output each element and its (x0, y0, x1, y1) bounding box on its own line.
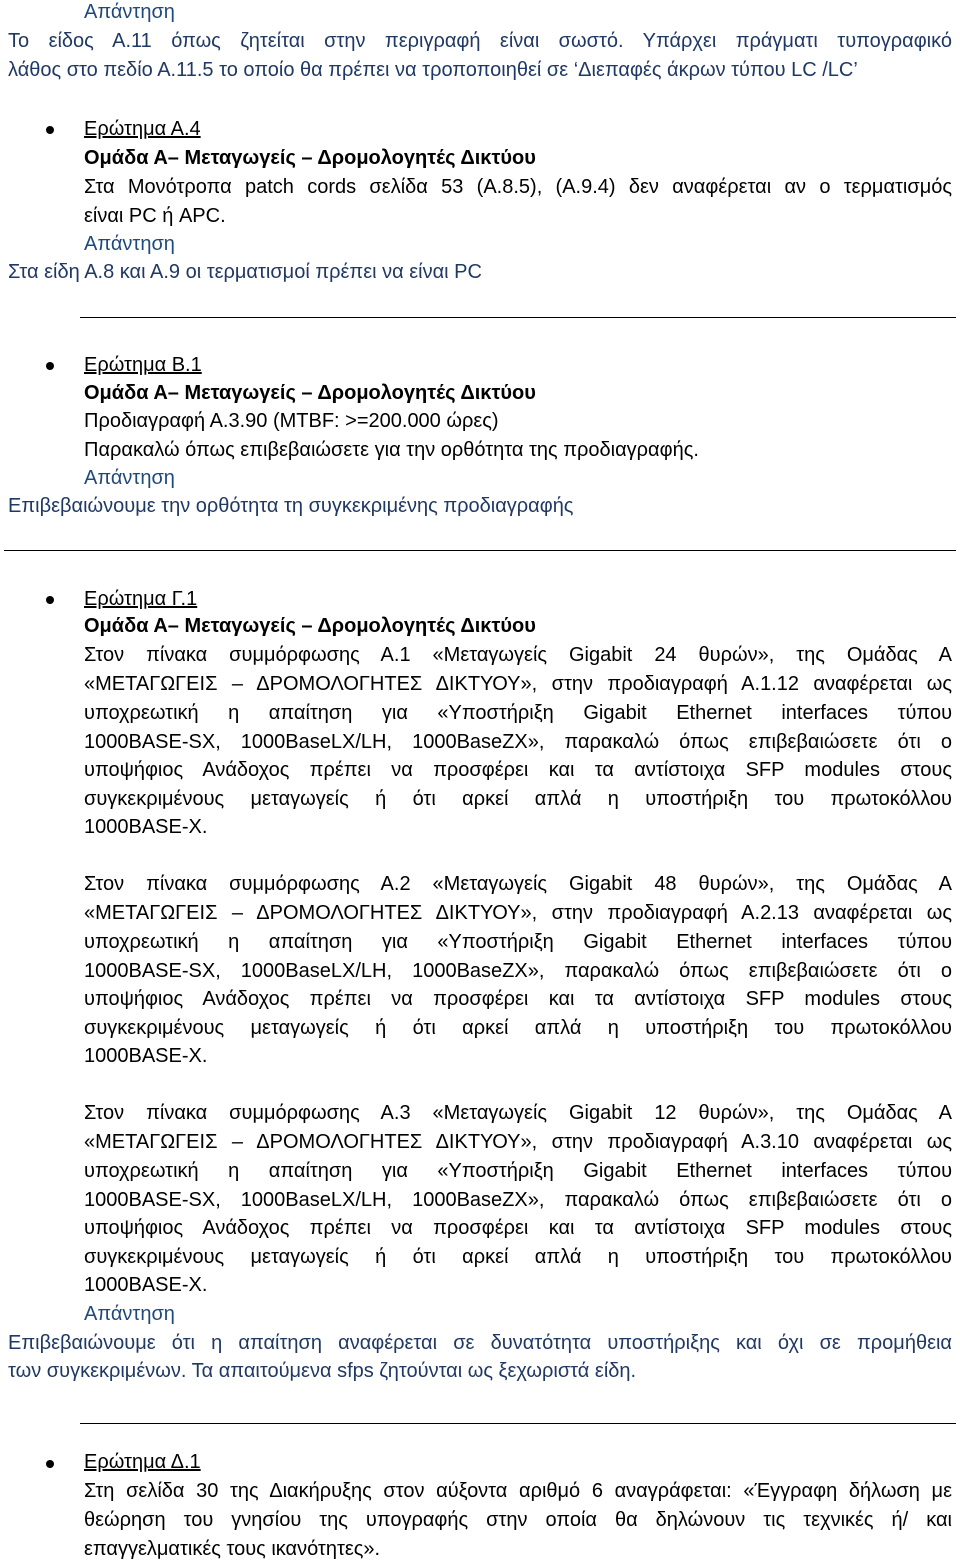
section-divider (80, 1423, 956, 1424)
answer-label: Απάντηση (84, 233, 175, 255)
question-text: 1000BASE-X. (84, 1274, 208, 1296)
answer-label: Απάντηση (84, 1, 175, 23)
question-text: Στον πίνακα συμμόρφωσης Α.2 «Μεταγωγείς Gigabit 48 θυρών», της Ομάδας Α (84, 873, 952, 895)
question-title: Ερώτημα Γ.1 (84, 588, 198, 610)
question-text: «ΜΕΤΑΓΩΓΕΙΣ – ΔΡΟΜΟΛΟΓΗΤΕΣ ΔΙΚΤΥΟΥ», στην προδιαγραφή Α.3.10 αναφέρεται ως (84, 1131, 952, 1153)
question-text: υποψήφιος Ανάδοχος πρέπει να προσφέρει και τα αντίστοιχα SFP modules στους (84, 759, 952, 781)
question-group: Ομάδα Α– Μεταγωγείς – Δρομολογητές Δικτύου (84, 147, 536, 169)
question-text: Στη σελίδα 30 της Διακήρυξης στον αύξοντα αριθμό 6 αναγράφεται: «Έγγραφη δήλωση με (84, 1480, 952, 1502)
answer-text: λάθος στο πεδίο Α.11.5 το οποίο θα πρέπει να τροποποιηθεί σε ‘Διεπαφές άκρων τύπου LC /LC’ (8, 59, 858, 81)
question-text: συγκεκριμένους μεταγωγείς ή ότι αρκεί απλά η υποστήριξη του πρωτοκόλλου (84, 788, 952, 810)
question-text: επαγγελματικές τους ικανότητες». (84, 1538, 381, 1560)
question-text: συγκεκριμένους μεταγωγείς ή ότι αρκεί απλά η υποστήριξη του πρωτοκόλλου (84, 1246, 952, 1268)
answer-text: Επιβεβαιώνουμε ότι η απαίτηση αναφέρεται σε δυνατότητα υποστήριξης και όχι σε προμήθεια (8, 1332, 952, 1354)
bullet-icon (46, 126, 54, 134)
question-text: Στον πίνακα συμμόρφωσης Α.1 «Μεταγωγείς Gigabit 24 θυρών», της Ομάδας Α (84, 644, 952, 666)
answer-text: των συγκεκριμένων. Τα απαιτούμενα sfps ζητούνται ως ξεχωριστά είδη. (8, 1360, 637, 1382)
bullet-icon (46, 1460, 54, 1468)
question-text: Παρακαλώ όπως επιβεβαιώσετε για την ορθότητα της προδιαγραφής. (84, 439, 699, 461)
question-text: Στον πίνακα συμμόρφωσης Α.3 «Μεταγωγείς Gigabit 12 θυρών», της Ομάδας Α (84, 1102, 952, 1124)
question-text: Στα Μονότροπα patch cords σελίδα 53 (Α.8.5), (Α.9.4) δεν αναφέρεται αν ο τερματισμός (84, 176, 952, 198)
answer-text: Το είδος Α.11 όπως ζητείται στην περιγραφή είναι σωστό. Υπάρχει πράγματι τυπογραφικό (8, 30, 952, 52)
question-text: 1000BASE-X. (84, 816, 208, 838)
bullet-icon (46, 362, 54, 370)
section-divider (4, 550, 956, 551)
question-text: «ΜΕΤΑΓΩΓΕΙΣ – ΔΡΟΜΟΛΟΓΗΤΕΣ ΔΙΚΤΥΟΥ», στην προδιαγραφή Α.1.12 αναφέρεται ως (84, 673, 952, 695)
question-title: Ερώτημα Α.4 (84, 118, 201, 140)
question-group: Ομάδα Α– Μεταγωγείς – Δρομολογητές Δικτύου (84, 382, 536, 404)
question-text: 1000BASE-X. (84, 1045, 208, 1067)
question-text: θεώρηση του γνησίου της υπογραφής στην οποία θα δηλώνουν τις τεχνικές ή/ και (84, 1509, 952, 1531)
question-text: Προδιαγραφή Α.3.90 (MTBF: >=200.000 ώρες) (84, 410, 499, 432)
bullet-icon (46, 596, 54, 604)
question-text: υποψήφιος Ανάδοχος πρέπει να προσφέρει και τα αντίστοιχα SFP modules στους (84, 1217, 952, 1239)
question-title: Ερώτημα Δ.1 (84, 1451, 201, 1473)
question-text: «ΜΕΤΑΓΩΓΕΙΣ – ΔΡΟΜΟΛΟΓΗΤΕΣ ΔΙΚΤΥΟΥ», στην προδιαγραφή Α.2.13 αναφέρεται ως (84, 902, 952, 924)
answer-label: Απάντηση (84, 467, 175, 489)
question-title: Ερώτημα Β.1 (84, 354, 202, 376)
question-text: είναι PC ή APC. (84, 205, 226, 227)
question-text: υποχρεωτική η απαίτηση για «Υποστήριξη Gigabit Ethernet interfaces τύπου (84, 1160, 952, 1182)
question-text: 1000BASE-SX, 1000BaseLX/LH, 1000BaseZX», παρακαλώ όπως επιβεβαιώσετε ότι ο (84, 960, 952, 982)
answer-text: Επιβεβαιώνουμε την ορθότητα τη συγκεκριμένης προδιαγραφής (8, 495, 574, 517)
question-text: υποχρεωτική η απαίτηση για «Υποστήριξη Gigabit Ethernet interfaces τύπου (84, 931, 952, 953)
question-text: συγκεκριμένους μεταγωγείς ή ότι αρκεί απλά η υποστήριξη του πρωτοκόλλου (84, 1017, 952, 1039)
question-text: υποψήφιος Ανάδοχος πρέπει να προσφέρει και τα αντίστοιχα SFP modules στους (84, 988, 952, 1010)
answer-text: Στα είδη Α.8 και Α.9 οι τερματισμοί πρέπει να είναι PC (8, 261, 482, 283)
question-text: 1000BASE-SX, 1000BaseLX/LH, 1000BaseZX», παρακαλώ όπως επιβεβαιώσετε ότι ο (84, 1189, 952, 1211)
answer-label: Απάντηση (84, 1303, 175, 1325)
question-text: 1000BASE-SX, 1000BaseLX/LH, 1000BaseZX», παρακαλώ όπως επιβεβαιώσετε ότι ο (84, 731, 952, 753)
question-group: Ομάδα Α– Μεταγωγείς – Δρομολογητές Δικτύου (84, 615, 536, 637)
question-text: υποχρεωτική η απαίτηση για «Υποστήριξη Gigabit Ethernet interfaces τύπου (84, 702, 952, 724)
section-divider (80, 317, 956, 318)
